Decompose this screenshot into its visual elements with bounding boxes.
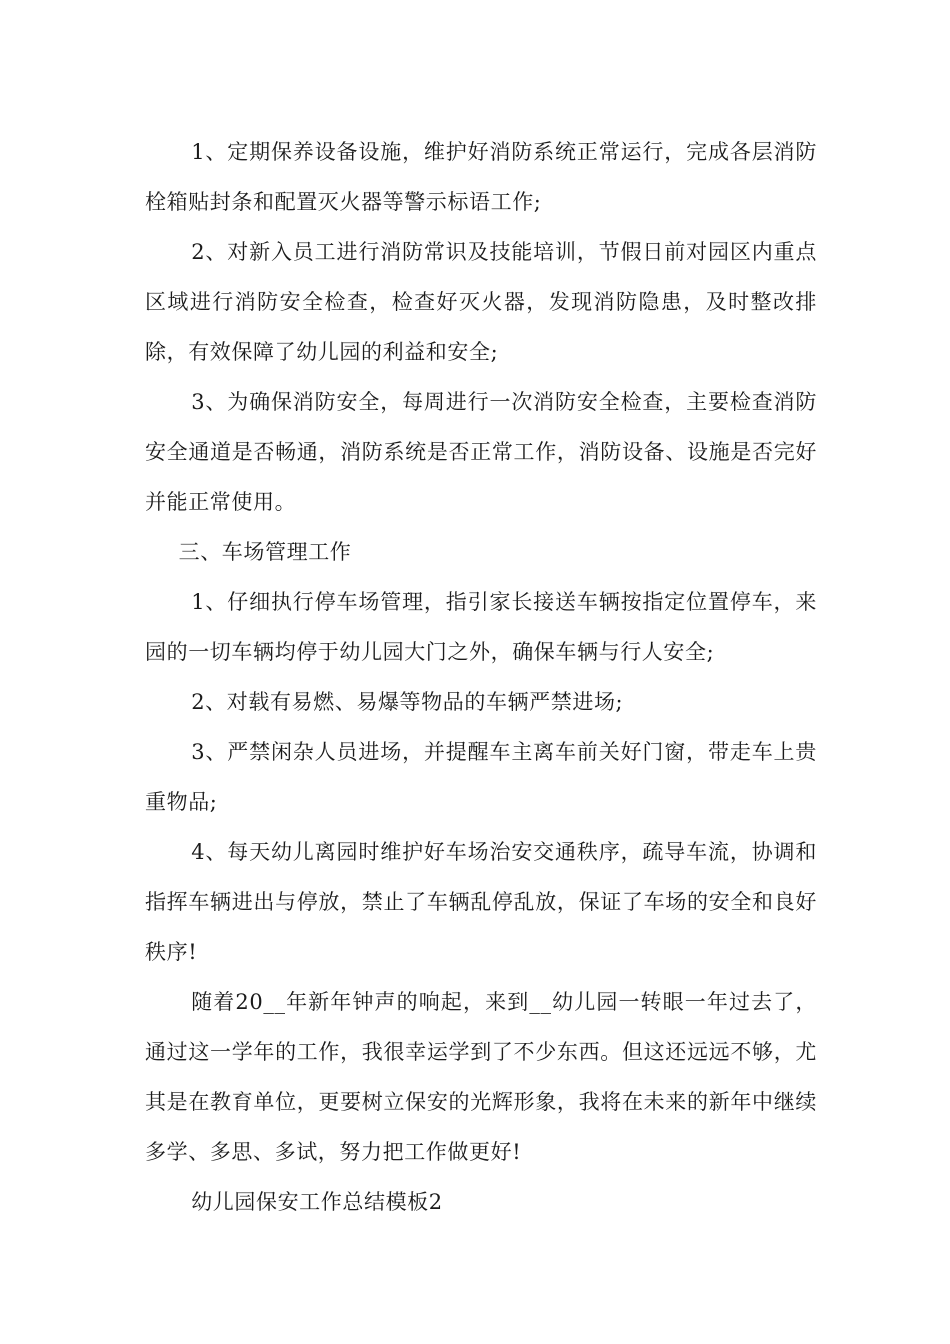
paragraph-idle-persons: 3、严禁闲杂人员进场，并提醒车主离车前关好门窗，带走车上贵重物品; xyxy=(145,740,817,814)
paragraph-traffic-order: 4、每天幼儿离园时维护好车场治安交通秩序，疏导车流，协调和指挥车辆进出与停放，禁止了车辆乱停乱放，保证了车场的安全和良好秩序! xyxy=(145,840,817,964)
paragraph-hazardous-vehicles: 2、对载有易燃、易爆等物品的车辆严禁进场; xyxy=(191,690,624,714)
paragraph-parking-management: 1、仔细执行停车场管理，指引家长接送车辆按指定位置停车，来园的一切车辆均停于幼儿园大门之外，确保车辆与行人安全; xyxy=(145,590,817,664)
document-body xyxy=(145,127,817,1227)
paragraph-weekly-inspection: 3、为确保消防安全，每周进行一次消防安全检查，主要检查消防安全通道是否畅通，消防系统是否正常工作，消防设备、设施是否完好并能正常使用。 xyxy=(145,390,817,514)
paragraph-summary: 随着20__年新年钟声的响起，来到__幼儿园一转眼一年过去了，通过这一学年的工作，我很幸运学到了不少东西。但这还远远不够，尤其是在教育单位，更要树立保安的光辉形象，我将在未来的新年中继续多学、多思、多试，努力把工作做更好! xyxy=(145,990,817,1164)
document-subtitle: 幼儿园保安工作总结模板2 xyxy=(191,1190,443,1214)
paragraph-fire-training: 2、对新入员工进行消防常识及技能培训，节假日前对园区内重点区域进行消防安全检查，检查好灭火器，发现消防隐患，及时整改排除，有效保障了幼儿园的利益和安全; xyxy=(145,240,817,364)
section-heading-parking: 三、车场管理工作 xyxy=(178,540,352,564)
paragraph-fire-maintenance: 1、定期保养设备设施，维护好消防系统正常运行，完成各层消防栓箱贴封条和配置灭火器等警示标语工作; xyxy=(145,140,817,214)
